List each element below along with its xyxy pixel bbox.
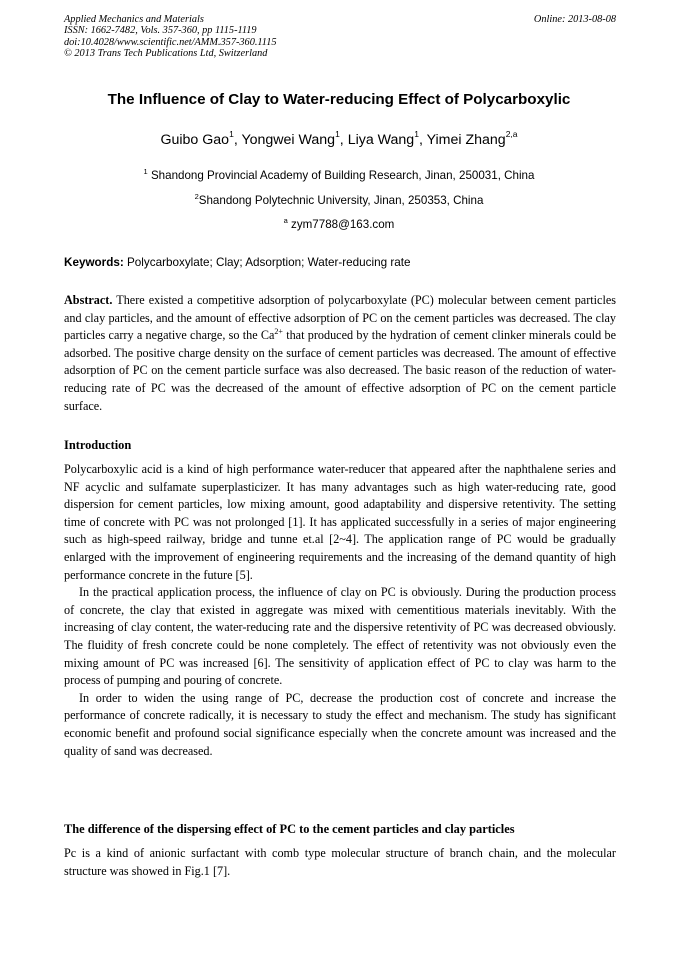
affiliation-1: $^1$ Shandong Provincial Academy of Building Research, Jinan, 250031, China <box>143 167 535 182</box>
issn-line: ISSN: 1662-7482, Vols. 357-360, pp 1115-1119 <box>64 25 257 37</box>
abstract: Abstract. There existed a competitive adsorption of polycarboxylate (PC) molecular between cement particles and clay particles, and the amount of effective adsorption of PC on the cement particles was decreased. The clay particles carry a negative charge, so the $Ca^{2+}$ that produced by the hydration of cement clinker minerals could be adsorbed. The positive charge density on the surface of cement particles was decreased. The amount of effective adsorption of PC on the cement particle surface was also decreased. The basic reason of the reduction of water-reducing rate of PC was the decreased of the amount of effective adsorption of PC on the cement particle surface. <box>64 293 616 413</box>
paragraph: In the practical application process, the influence of clay on PC is obviously. During the production process of concrete, the clay that existed in aggregate was mixed with cementitious materials inevitably. With the increasing of clay content, the water-reducing rate and the dispersive retentivity of PC was decreased obviously. The fluidity of fresh concrete could be none completely. The effect of retentivity was not obviously even the mixing amount of PC was increased [6]. The sensitivity of application effect of PC to clay was harm to the process of pumping and pouring of concrete. <box>64 585 616 688</box>
author-list <box>0 130 678 148</box>
author: Guibo Gao$^1$, <box>160 129 242 148</box>
author: Liya Wang$^1$, <box>347 129 427 148</box>
section-2-body <box>64 845 616 880</box>
online-date: Online: 2013-08-08 <box>533 14 616 25</box>
doi-line: doi:10.4028/www.scientific.net/AMM.357-360.1115 <box>64 36 277 48</box>
keywords-label: Keywords: <box>64 256 124 269</box>
author: Yimei Zhang$^{2,a}$ <box>426 129 518 148</box>
journal-header <box>64 14 616 60</box>
author-email: $^a$ zym7788@163.com <box>283 216 395 231</box>
paragraph: Polycarboxylic acid is a kind of high performance water-reducer that appeared after the naphthalene series and NF acyclic and sulfamate superplasticizer. It has many advantages such as high water-reducing rate, good dispersion for cement particles, low mixing amount, good adaptability and dispersive retentivity. The setting time of concrete with PC was not prolonged [1]. It has applicated successfully in a series of major engineering such as high-speed railway, bridge and tunne et.al [2~4]. The application range of PC would be gradually enlarged with the improvement of engineering requirements and the increasing of the demand quantity of high performance concrete in the future [5]. <box>64 462 616 582</box>
section-heading-introduction: Introduction <box>64 438 132 452</box>
introduction-body <box>64 461 616 760</box>
author: Yongwei Wang$^1$, <box>241 129 348 148</box>
section-heading-dispersing-effect: The difference of the dispersing effect of PC to the cement particles and clay particles <box>64 822 515 836</box>
paragraph: Pc is a kind of anionic surfactant with comb type molecular structure of branch chain, and the molecular structure was showed in Fig.1 [7]. <box>64 846 616 878</box>
copyright-line: © 2013 Trans Tech Publications Ltd, Switzerland <box>64 48 268 60</box>
keywords <box>64 256 616 269</box>
paragraph: In order to widen the using range of PC, decrease the production cost of concrete and increase the performance of concrete radically, it is necessary to study the effect and mechanism. The study has significant economic benefit and profound social significance especially when the concrete amount was increased and the quality of sand was decreased. <box>64 690 616 758</box>
paper-title: The Influence of Clay to Water-reducing Effect of Polycarboxylic <box>107 91 571 108</box>
affiliation-2: $^2$Shandong Polytechnic University, Jinan, 250353, China <box>194 192 484 207</box>
keywords-text: Polycarboxylate; Clay; Adsorption; Water-reducing rate <box>123 256 411 269</box>
journal-name: Applied Mechanics and Materials <box>64 14 204 25</box>
abstract-label: Abstract. <box>64 293 113 307</box>
